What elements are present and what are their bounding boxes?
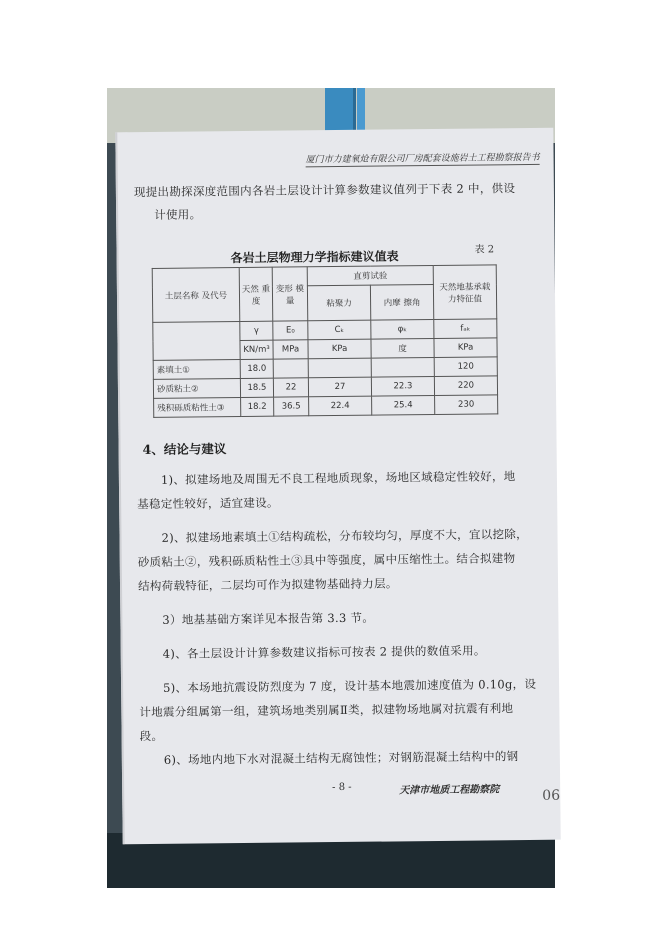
row-bearing: 230 [435,395,498,415]
paragraph-2-line-2: 砂质粘土②，残积砾质粘性土③具中等强度，属中压缩性土。结合拟建物 [137,551,516,570]
parameter-table [152,264,499,418]
document-page [115,128,560,845]
row-modulus: 22 [273,378,308,397]
table-row [154,395,498,418]
page-number: - 8 - [332,781,352,794]
row-name: 残积砾质粘性土③ [154,398,241,418]
paragraph-1-line-2: 基稳定性较好，适宜建设。 [137,495,279,512]
symbol-bearing: fₐₖ [434,319,497,339]
header-friction: 内摩 擦角 [370,284,433,320]
unit-bearing: KPa [434,338,497,358]
unit-friction: 度 [371,338,434,358]
symbol-density: γ [240,321,273,340]
corner-number: 06 [542,787,561,804]
row-name: 素填土① [153,360,240,380]
row-friction [371,357,434,377]
page-header: 厦门市力建氧炝有限公司厂房配套设施岩土工程勘察报告书 [305,150,539,167]
symbol-friction: φₖ [371,319,434,339]
symbol-cohesion: Cₖ [308,320,371,340]
row-friction: 22.3 [371,376,434,396]
background-blue-object [325,88,356,136]
row-density: 18.5 [240,378,273,397]
paragraph-2-line-1: 2)、拟建场地素填土①结构疏松，分布较均匀，厚度不大，宜以挖除， [161,527,528,545]
header-bearing: 天然地基承载 力特征值 [433,265,497,320]
table-title: 各岩土层物理力学指标建议值表 [230,249,399,266]
paragraph-6: 6)、场地内地下水对混凝土结构无腐蚀性；对钢筋混凝土结构中的钢 [163,749,519,767]
paragraph-5-line-3: 段。 [139,728,164,744]
row-bearing: 120 [434,357,497,377]
row-name: 砂质粘土② [153,379,240,399]
section-title: 4、结论与建议 [142,441,227,458]
row-cohesion: 22.4 [309,396,372,416]
paragraph-2-line-3: 结构荷载特征，二层均可作为拟建物基础持力层。 [137,576,398,594]
paragraph-5-line-2: 计地震分组属第一组，建筑场地类别属Ⅱ类，拟建物场地属对抗震有利地 [139,701,514,720]
header-name-cont [153,322,240,361]
paragraph-5-line-1: 5)、本场地抗震设防烈度为 7 度，设计基本地震加速度值为 0.10g，设 [163,676,537,695]
header-density: 天然 重度 [239,267,273,321]
table-number: 表 2 [474,244,495,256]
row-density: 18.0 [240,359,273,378]
row-bearing: 220 [434,376,497,396]
row-modulus: 36.5 [274,397,309,416]
paragraph-4: 4)、各土层设计计算参数建议指标可按表 2 提供的数值采用。 [162,643,486,661]
unit-modulus: MPa [273,340,308,359]
footer-organization: 天津市地质工程勘察院 [399,784,500,797]
background-blue-strip [357,88,365,132]
header-direct-shear: 直剪试验 [307,265,433,285]
unit-cohesion: KPa [308,339,371,359]
row-cohesion: 27 [308,377,371,397]
paragraph-1-line-1: 1)、拟建场地及周围无不良工程地质现象，场地区域稳定性较好，地 [160,469,516,487]
intro-line-2: 计使用。 [154,207,202,222]
header-cohesion: 粘聚力 [307,285,370,321]
row-friction: 25.4 [372,395,435,415]
symbol-modulus: E₀ [273,321,308,340]
row-cohesion [308,358,371,378]
photo-frame [107,88,561,888]
paragraph-3: 3）地基基础方案详见本报告第 3.3 节。 [162,610,375,627]
header-name: 土层名称 及代号 [152,268,240,323]
unit-density: KN/m³ [240,340,273,359]
row-modulus [273,359,308,378]
row-density: 18.2 [241,397,274,416]
header-modulus: 变形 模量 [272,267,308,321]
intro-line-1: 现提出勘探深度范围内各岩土层设计计算参数建议值列于下表 2 中，供设 [133,181,516,200]
